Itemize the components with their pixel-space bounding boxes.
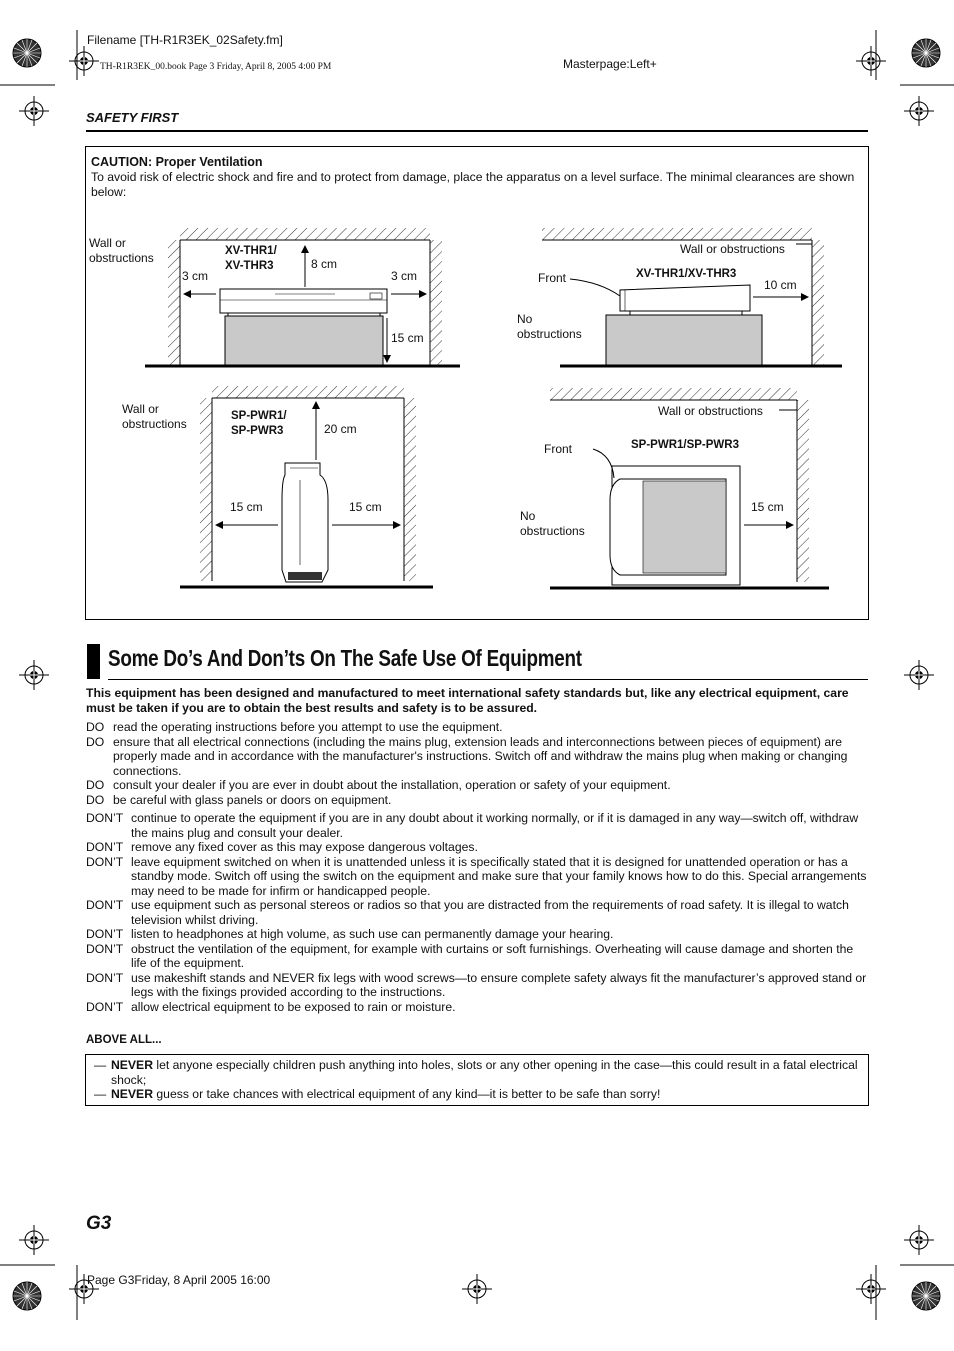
safety-rules xyxy=(86,720,868,1014)
do-item xyxy=(86,778,868,793)
dont-item-prefix: DON’T xyxy=(86,854,124,869)
d1-wall-label: Wall or obstructions xyxy=(89,236,154,265)
dont-item-text: obstruct the ventilation of the equipment, for example with curtains or soft furnishings. Overheating will cause damage and shorten the life of the equipment. xyxy=(131,941,854,970)
d3-right-clearance: 15 cm xyxy=(349,500,382,514)
d3-left-clearance: 15 cm xyxy=(230,500,263,514)
never-item xyxy=(86,1087,868,1102)
dont-item xyxy=(86,898,868,927)
footer-stamp: Page G3Friday, 8 April 2005 16:00 xyxy=(87,1273,271,1287)
caution-text: To avoid risk of electric shock and fire and to protect from damage, place the apparatus on a level surface. The minimal clearances are shown below: xyxy=(91,170,855,199)
dont-item-text: use equipment such as personal stereos or radios so that you are distracted from the requirements of road safety. It is illegal to watch television whilst driving. xyxy=(131,898,849,927)
do-item xyxy=(86,735,868,779)
do-item-prefix: DO xyxy=(86,720,105,734)
d3-top-clearance: 20 cm xyxy=(324,422,357,436)
do-item xyxy=(86,793,868,808)
dont-item-prefix: DON’T xyxy=(86,898,124,912)
heading-rule xyxy=(108,679,868,680)
heading-bar xyxy=(87,644,100,679)
do-item-text: ensure that all electrical connections (including the mains plug, extension leads and interconnections between pieces of equipment) are properly made and in accordance with the manufacturer's instructions. Switch off and withdraw the mains plug when making or changing connections. xyxy=(113,734,848,778)
dont-item-text: use makeshift stands and NEVER fix legs with wood screws—to ensure complete safety always fit the manufacturer’s approved stand or legs with the fixings provided according to the instructions. xyxy=(131,970,867,999)
dont-item xyxy=(86,927,868,942)
book-info: TH-R1R3EK_00.book Page 3 Friday, April 8, 2005 4:00 PM xyxy=(100,62,332,72)
do-item-text: consult your dealer if you are ever in doubt about the installation, operation or safety of your equipment. xyxy=(113,778,671,792)
dont-item-prefix: DON’T xyxy=(86,927,124,941)
masterpage-label: Masterpage:Left+ xyxy=(563,57,657,71)
dont-item-text: allow electrical equipment to be exposed to rain or moisture. xyxy=(131,999,456,1014)
section-title: Some Do’s And Don’ts On The Safe Use Of Equipment xyxy=(108,645,582,671)
diagram-sp-front xyxy=(180,386,433,587)
never-strong: NEVER xyxy=(111,1087,153,1101)
dont-item-text: remove any fixed cover as this may expose dangerous voltages. xyxy=(131,840,478,854)
never-dash: — xyxy=(94,1058,107,1072)
d4-model-label: SP-PWR1/SP-PWR3 xyxy=(631,439,739,451)
d3-wall-label: Wall or obstructions xyxy=(122,402,187,431)
dont-item-prefix: DON’T xyxy=(86,840,124,854)
dont-item-text: leave equipment switched on when it is unattended unless it is specifically stated that it is designed for unattended operation or has a standby mode. Switch off using the switch on the equipment and make sure that your family knows how to do this. Special arrangements may need to be made for infirm or handicapped people. xyxy=(131,854,867,898)
d2-no-obstructions: No obstructions xyxy=(517,312,582,341)
dont-list xyxy=(86,811,868,1014)
d1-right-clearance: 3 cm xyxy=(391,269,418,283)
do-item-text: be careful with glass panels or doors on equipment. xyxy=(113,792,392,807)
dont-item xyxy=(86,971,868,1000)
d1-model-label: XV-THR1/ XV-THR3 xyxy=(225,245,277,272)
dont-item-prefix: DON’T xyxy=(86,999,124,1014)
dont-item xyxy=(86,840,868,855)
d2-front-label: Front xyxy=(538,271,567,285)
never-text: let anyone especially children push anything into holes, slots or any other opening in the case—this could result in a fatal electrical shock; xyxy=(111,1058,858,1087)
above-all-label: ABOVE ALL... xyxy=(86,1034,162,1046)
do-list xyxy=(86,720,868,807)
do-item-prefix: DO xyxy=(86,778,105,792)
d4-wall-label: Wall or obstructions xyxy=(658,404,763,418)
dont-item xyxy=(86,1000,868,1015)
d1-top-clearance: 8 cm xyxy=(311,257,338,271)
do-item-prefix: DO xyxy=(86,734,105,749)
dont-item-prefix: DON’T xyxy=(86,970,124,985)
dont-item-text: continue to operate the equipment if you are in any doubt about it working normally, or if it is damaged in any way—switch off, withdraw the mains plug and consult your dealer. xyxy=(131,811,859,840)
dont-item xyxy=(86,942,868,971)
dont-item-prefix: DON’T xyxy=(86,811,124,825)
do-item-text: read the operating instructions before you attempt to use the equipment. xyxy=(113,720,503,734)
do-item xyxy=(86,720,868,735)
do-item-prefix: DO xyxy=(86,792,105,807)
d4-front-label: Front xyxy=(544,442,573,456)
d2-model-label: XV-THR1/XV-THR3 xyxy=(636,268,737,280)
dont-item-prefix: DON’T xyxy=(86,941,124,956)
never-strong: NEVER xyxy=(111,1058,153,1072)
never-item xyxy=(86,1058,868,1087)
page-number: G3 xyxy=(86,1213,112,1234)
intro-paragraph: This equipment has been designed and manufactured to meet international safety standards but, like any electrical equipment, care must be taken if you are to obtain the best results and safety is to be assured. xyxy=(86,686,849,715)
d4-back-clearance: 15 cm xyxy=(751,500,784,514)
never-text: guess or take chances with electrical equipment of any kind—it is better to be safe than sorry! xyxy=(153,1087,661,1101)
d2-wall-label: Wall or obstructions xyxy=(680,242,785,256)
d2-back-clearance: 10 cm xyxy=(764,278,797,292)
d3-model-label: SP-PWR1/ SP-PWR3 xyxy=(231,410,287,437)
dont-item-text: listen to headphones at high volume, as such use can permanently damage your hearing. xyxy=(131,927,614,941)
caution-title: CAUTION: Proper Ventilation xyxy=(91,155,263,169)
d4-no-obstructions: No obstructions xyxy=(520,509,585,538)
dont-item xyxy=(86,855,868,899)
section-header: SAFETY FIRST xyxy=(86,110,179,125)
never-dash: — xyxy=(94,1087,107,1101)
filename-label: Filename [TH-R1R3EK_02Safety.fm] xyxy=(87,33,283,47)
d1-bottom-clearance: 15 cm xyxy=(391,331,424,345)
dont-item xyxy=(86,811,868,840)
never-box xyxy=(85,1054,869,1106)
d1-left-clearance: 3 cm xyxy=(182,269,209,283)
